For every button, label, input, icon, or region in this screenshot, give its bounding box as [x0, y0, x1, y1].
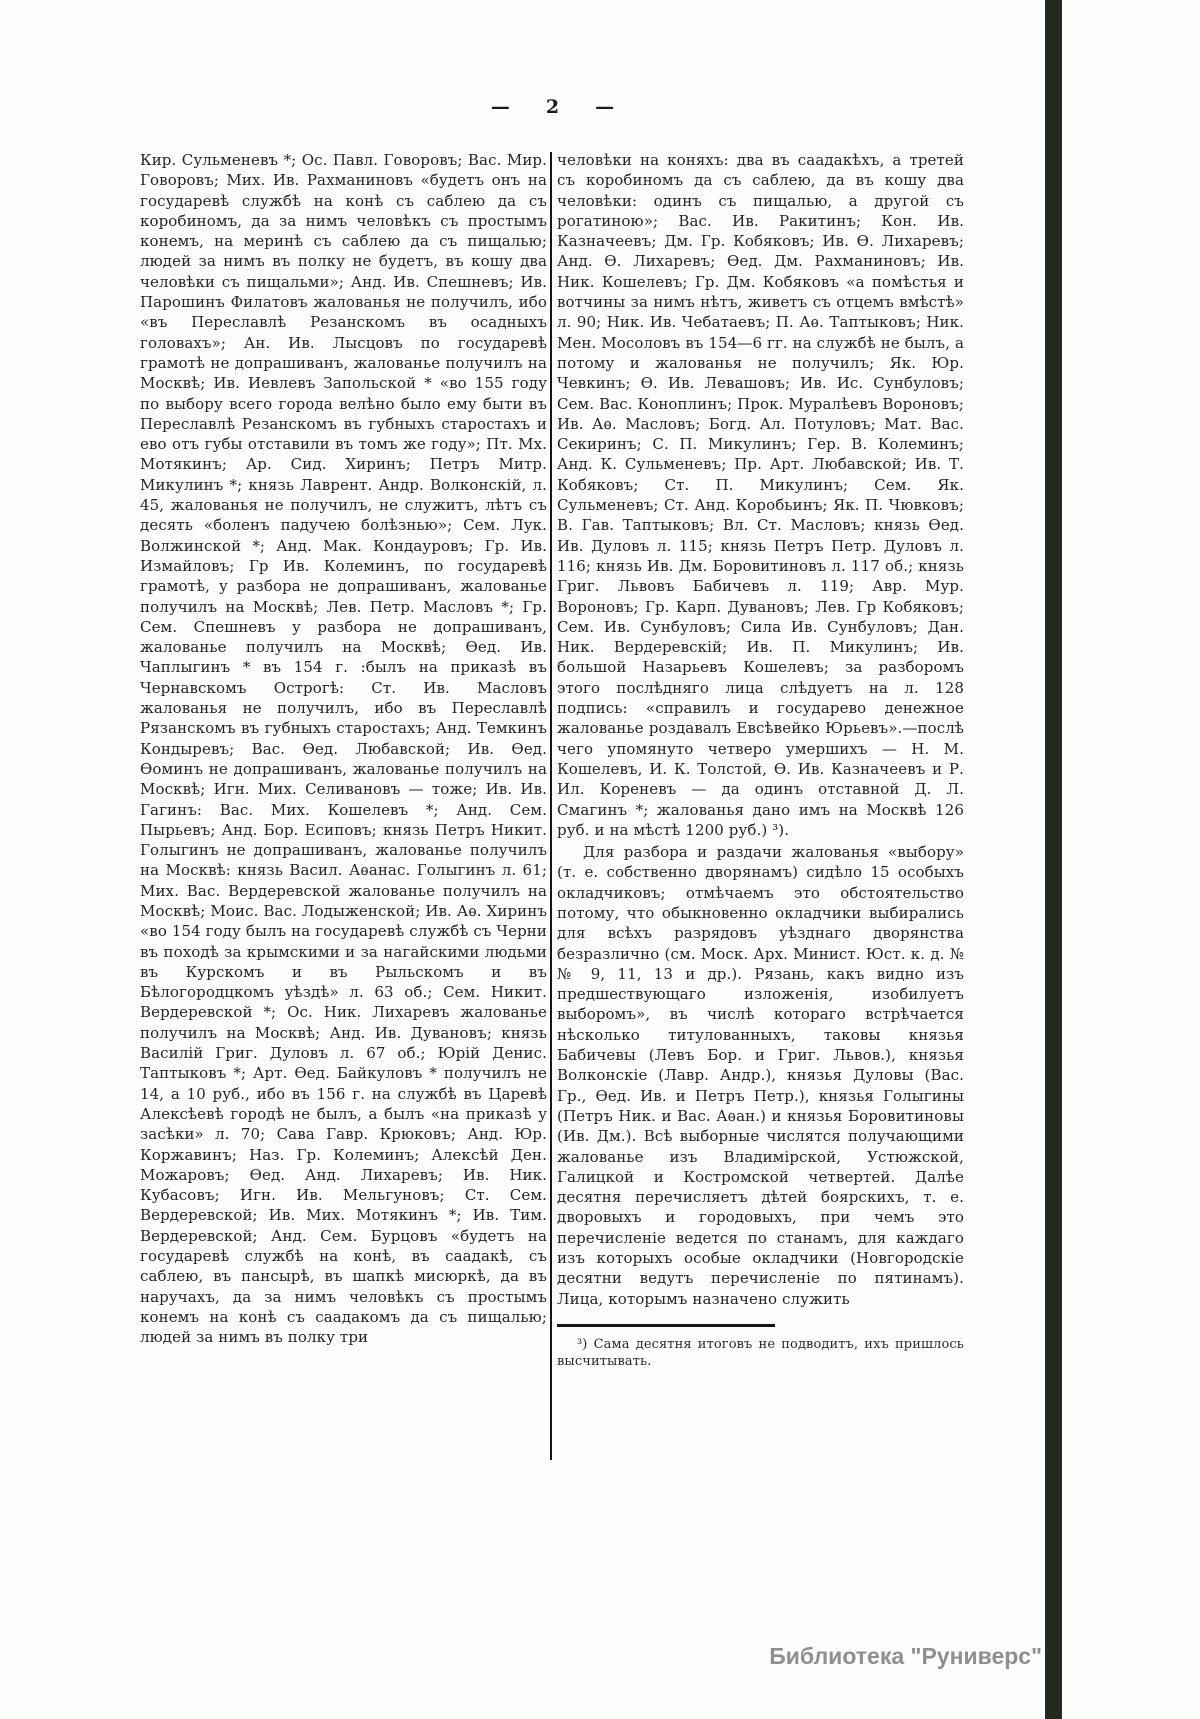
- left-column-text: Кир. Сульменевъ *; Ос. Павл. Говоровъ; Вас. Мир. Говоровъ; Мих. Ив. Рахманиновъ «будетъ онъ на государевѣ службѣ на конѣ съ саблею да съ коробиномъ, да за нимъ человѣкъ съ простымъ конемъ, на меринѣ съ саблею да съ пищалью; людей за нимъ въ полку не будетъ, въ кошу два человѣки съ пищальми»; Анд. Ив. Спешневъ; Ив. Парошинъ Филатовъ жалованья не получилъ, ибо «въ Переславлѣ Резанскомъ въ осадныхъ головахъ»; Ан. Ив. Лысцовъ по государевѣ грамотѣ не допрашиванъ, жалованье получилъ на Москвѣ; Ив. Иевлевъ Запольской * «во 155 году по выбору всего города велѣно было ему быти въ Переславлѣ Резанскомъ въ губныхъ старостахъ и ево отъ губы отставили въ томъ же году»; Пт. Мх. Мотякинъ; Ар. Сид. Хиринъ; Петръ Митр. Микулинъ *; князь Лаврент. Андр. Волконскій, л. 45, жалованья не получилъ, не служитъ, лѣтъ съ десять «боленъ падучею болѣзнью»; Сем. Лук. Волжинской *; Анд. Мак. Кондауровъ; Гр. Ив. Измайловъ; Гр Ив. Колеминъ, по государевѣ грамотѣ, у разбора не допрашиванъ, жалованье получилъ на Москвѣ; Лев. Петр. Масловъ *; Гр. Сем. Спешневъ у разбора не допрашиванъ, жалованье получилъ на Москвѣ; Ѳед. Ив. Чаплыгинъ * въ 154 г. :былъ на приказѣ въ Чернавскомъ Острогѣ: Ст. Ив. Масловъ жалованья не получилъ, ибо въ Переславлѣ Рязанскомъ въ губныхъ старостахъ; Анд. Темкинъ Кондыревъ; Вас. Ѳед. Любавской; Ив. Ѳед. Ѳоминъ не допрашиванъ, жалованье получилъ на Москвѣ; Игн. Мих. Селивановъ — тоже; Ив. Ив. Гагинъ: Вас. Мих. Кошелевъ *; Анд. Сем. Пырьевъ; Анд. Бор. Есиповъ; князь Петръ Никит. Голыгинъ не допрашиванъ, жалованье получилъ на Москвѣ: князь Васил. Аѳанас. Голыгинъ л. 61; Мих. Вас. Вердеревской жалованье получилъ на Москвѣ; Моис. Вас. Лодыженской; Ив. Аѳ. Хиринъ «во 154 году былъ на государевѣ службѣ съ Черни въ походѣ за крымскими и за нагайскими людьми въ Курскомъ и въ Рыльскомъ и въ Бѣлогородцкомъ уѣздѣ» л. 63 об.; Сем. Никит. Вердеревской *; Ос. Ник. Лихаревъ жалованье получилъ на Москвѣ; Анд. Ив. Дувановъ; князь Василій Григ. Дуловъ л. 67 об.; Юрій Денис. Таптыковъ *; Арт. Ѳед. Байкуловъ * получилъ не 14, а 10 руб., ибо въ 156 г. на службѣ въ Царевѣ Алексѣевѣ городѣ не былъ, а былъ «на приказѣ у засѣки» л. 70; Сава Гавр. Крюковъ; Анд. Юр. Коржавинъ; Наз. Гр. Колеминъ; Алексѣй Ден. Можаровъ; Ѳед. Анд. Лихаревъ; Ив. Ник. Кубасовъ; Игн. Ив. Мельгуновъ; Ст. Сем. Вердеревской; Ив. Мих. Мотякинъ *; Ив. Тим. Вердеревской; Анд. Сем. Бурцовъ «будетъ на государевѣ службѣ на конѣ, въ саадакѣ, съ саблею, въ пансырѣ, въ шапкѣ мисюркѣ, да въ наручахъ, да за нимъ человѣкъ съ простымъ конемъ на конѣ съ саадакомъ да съ пищалью; людей за нимъ въ полку три: [140, 151, 547, 1347]
- page-header: [140, 96, 965, 118]
- library-watermark: Библиотека "Руниверс": [769, 1643, 1042, 1669]
- footnote-text: ³) Сама десятня итоговъ не подводитъ, ихъ пришлось высчитывать.: [557, 1336, 964, 1370]
- page-number: 2: [545, 96, 560, 118]
- right-column-paragraph-1: человѣки на коняхъ: два въ саадакѣхъ, а третей съ коробиномъ да съ саблею, да въ кошу два человѣки: одинъ съ пищалью, а другой съ рогатиною»; Вас. Ив. Ракитинъ; Кон. Ив. Казначеевъ; Дм. Гр. Кобяковъ; Ив. Ѳ. Лихаревъ; Анд. Ѳ. Лихаревъ; Ѳед. Дм. Рахманиновъ; Ив. Ник. Кошелевъ; Гр. Дм. Кобяковъ «а помѣстья и вотчины за нимъ нѣтъ, живетъ съ отцемъ вмѣстѣ» л. 90; Ник. Ив. Чебатаевъ; П. Аѳ. Таптыковъ; Ник. Мен. Мосоловъ въ 154—6 гг. на службѣ не былъ, а потому и жалованья не получилъ; Як. Юр. Чевкинъ; Ѳ. Ив. Левашовъ; Ив. Ис. Сунбуловъ; Сем. Вас. Коноплинъ; Прок. Муралѣевъ Вороновъ; Ив. Аѳ. Масловъ; Богд. Ал. Потуловъ; Мат. Вас. Секиринъ; С. П. Микулинъ; Гер. В. Колеминъ; Анд. К. Сульменевъ; Пр. Арт. Любавской; Ив. Т. Кобяковъ; Ст. П. Микулинъ; Сем. Як. Сульменевъ; Ст. Анд. Коробьинъ; Як. П. Чювковъ; В. Гав. Таптыковъ; Вл. Ст. Масловъ; князь Ѳед. Ив. Дуловъ л. 115; князь Петръ Петр. Дуловъ л. 116; князь Ив. Дм. Боровитиновъ л. 117 об.; князь Григ. Львовъ Бабичевъ л. 119; Авр. Мур. Вороновъ; Гр. Карп. Дувановъ; Лев. Гр Кобяковъ; Сем. Ив. Сунбуловъ; Сила Ив. Сунбуловъ; Дан. Ник. Вердеревскій; Ив. П. Микулинъ; Ив. большой Назарьевъ Кошелевъ; за разборомъ этого послѣдняго лица слѣдуетъ на л. 128 подпись: «справилъ и государево денежное жалованье роздавалъ Евсѣвейко Юрьевъ».—послѣ чего упомянуто четверо умершихъ — Н. М. Кошелевъ, И. К. Толстой, Ѳ. Ив. Казначеевъ и Р. Ил. Кореневъ — да одинъ отставной Д. Л. Смагинъ *; жалованья дано имъ на Москвѣ 126 руб. и на мѣстѣ 1200 руб.) ³).: [557, 151, 964, 839]
- column-divider-rule: [550, 152, 552, 1460]
- header-dash-left: —: [490, 96, 510, 118]
- left-text-column: [140, 150, 547, 1348]
- right-column-paragraph-2: Для разбора и раздачи жалованья «выбору» (т. е. собственно дворянамъ) сидѣло 15 особыхъ окладчиковъ; отмѣчаемъ это обстоятельство потому, что обыкновенно окладчики выбирались для всѣхъ разрядовъ уѣзднаго дворянства безразлично (см. Моск. Арх. Минист. Юст. к. д. №№ 9, 11, 13 и др.). Рязань, какъ видно изъ предшествующаго изложенія, изобилуетъ выборомъ», въ числѣ котораго встрѣчается нѣсколько титулованныхъ, таковы князья Бабичевы (Левъ Бор. и Григ. Львов.), князья Волконскіе (Лавр. Андр.), князья Дуловы (Вас. Гр., Ѳед. Ив. и Петръ Петр.), князья Голыгины (Петръ Ник. и Вас. Аѳан.) и князья Боровитиновы (Ив. Дм.). Всѣ выборные числятся получающими жалованье изъ Владимірской, Устюжской, Галицкой и Костромской четвертей. Далѣе десятня перечисляетъ дѣтей боярскихъ, т. е. дворовыхъ и городовыхъ, при чемъ это перечисленіе ведется по станамъ, для каждаго изъ которыхъ особые окладчики (Новгородскіе десятни ведутъ перечисленіе по пятинамъ). Лица, которымъ назначено служить: [557, 843, 964, 1308]
- scan-edge-strip: [1045, 0, 1062, 1719]
- header-dash-right: —: [595, 96, 615, 118]
- right-text-column: [557, 150, 964, 1371]
- footnote-separator-rule: [557, 1324, 775, 1327]
